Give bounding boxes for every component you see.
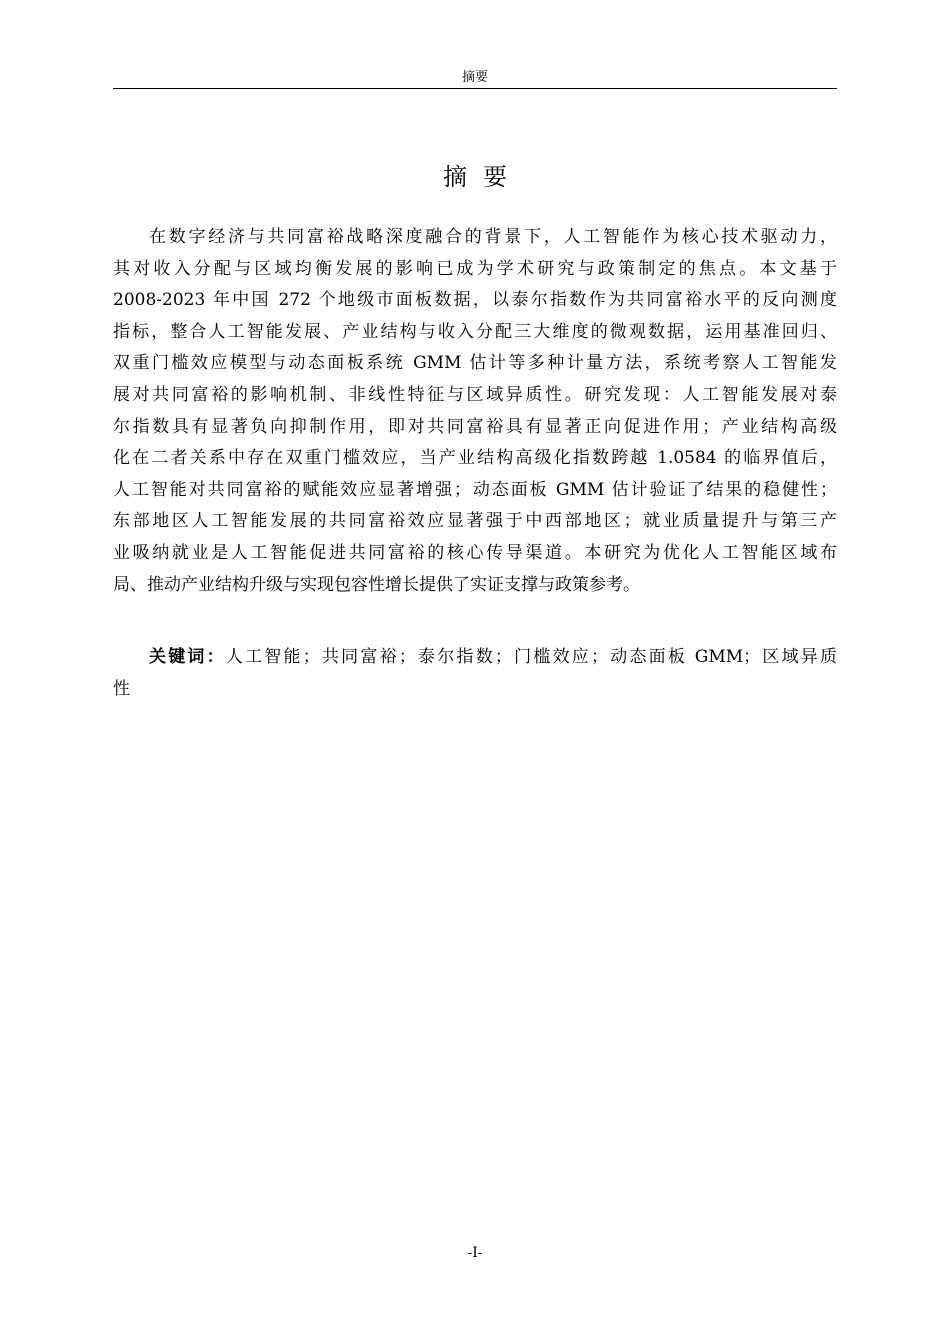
keywords-block [113, 642, 837, 705]
running-header: 摘要 [461, 70, 488, 85]
keywords-line [113, 642, 837, 674]
abstract-line: 尔指数具有显著负向抑制作用，即对共同富裕具有显著正向促进作用；产业结构高级 [113, 416, 837, 437]
keywords-line-continued: 性 [113, 678, 130, 699]
abstract-line: 人工智能对共同富裕的赋能效应显著增强；动态面板 GMM 估计验证了结果的稳健性； [113, 479, 837, 500]
abstract-line: 局、推动产业结构升级与实现包容性增长提供了实证支撑与政策参考。 [113, 574, 640, 595]
abstract-line: 展对共同富裕的影响机制、非线性特征与区域异质性。研究发现：人工智能发展对泰 [113, 384, 837, 405]
abstract-line: 其对收入分配与区域均衡发展的影响已成为学术研究与政策制定的焦点。本文基于 [113, 258, 837, 279]
abstract-line: 双重门槛效应模型与动态面板系统 GMM 估计等多种计量方法，系统考察人工智能发 [113, 353, 837, 374]
abstract-body [113, 222, 837, 601]
keywords-text: 人工智能；共同富裕；泰尔指数；门槛效应；动态面板 GMM；区域异质 [225, 647, 838, 667]
abstract-line: 指标，整合人工智能发展、产业结构与收入分配三大维度的微观数据，运用基准回归、 [113, 321, 837, 342]
abstract-line: 东部地区人工智能发展的共同富裕效应显著强于中西部地区；就业质量提升与第三产 [113, 511, 837, 532]
page-number: -I- [467, 1245, 483, 1261]
abstract-line: 化在二者关系中存在双重门槛效应，当产业结构高级化指数跨越 1.0584 的临界值后， [113, 448, 837, 469]
abstract-line: 2008-2023 年中国 272 个地级市面板数据，以泰尔指数作为共同富裕水平的反向测度 [113, 290, 837, 311]
page-title: 摘要 [443, 163, 523, 191]
abstract-line: 在数字经济与共同富裕战略深度融合的背景下，人工智能作为核心技术驱动力， [149, 227, 837, 247]
keywords-label: 关键词： [149, 647, 226, 667]
header-rule [113, 88, 837, 89]
abstract-line: 业吸纳就业是人工智能促进共同富裕的核心传导渠道。本研究为优化人工智能区域布 [113, 542, 837, 563]
